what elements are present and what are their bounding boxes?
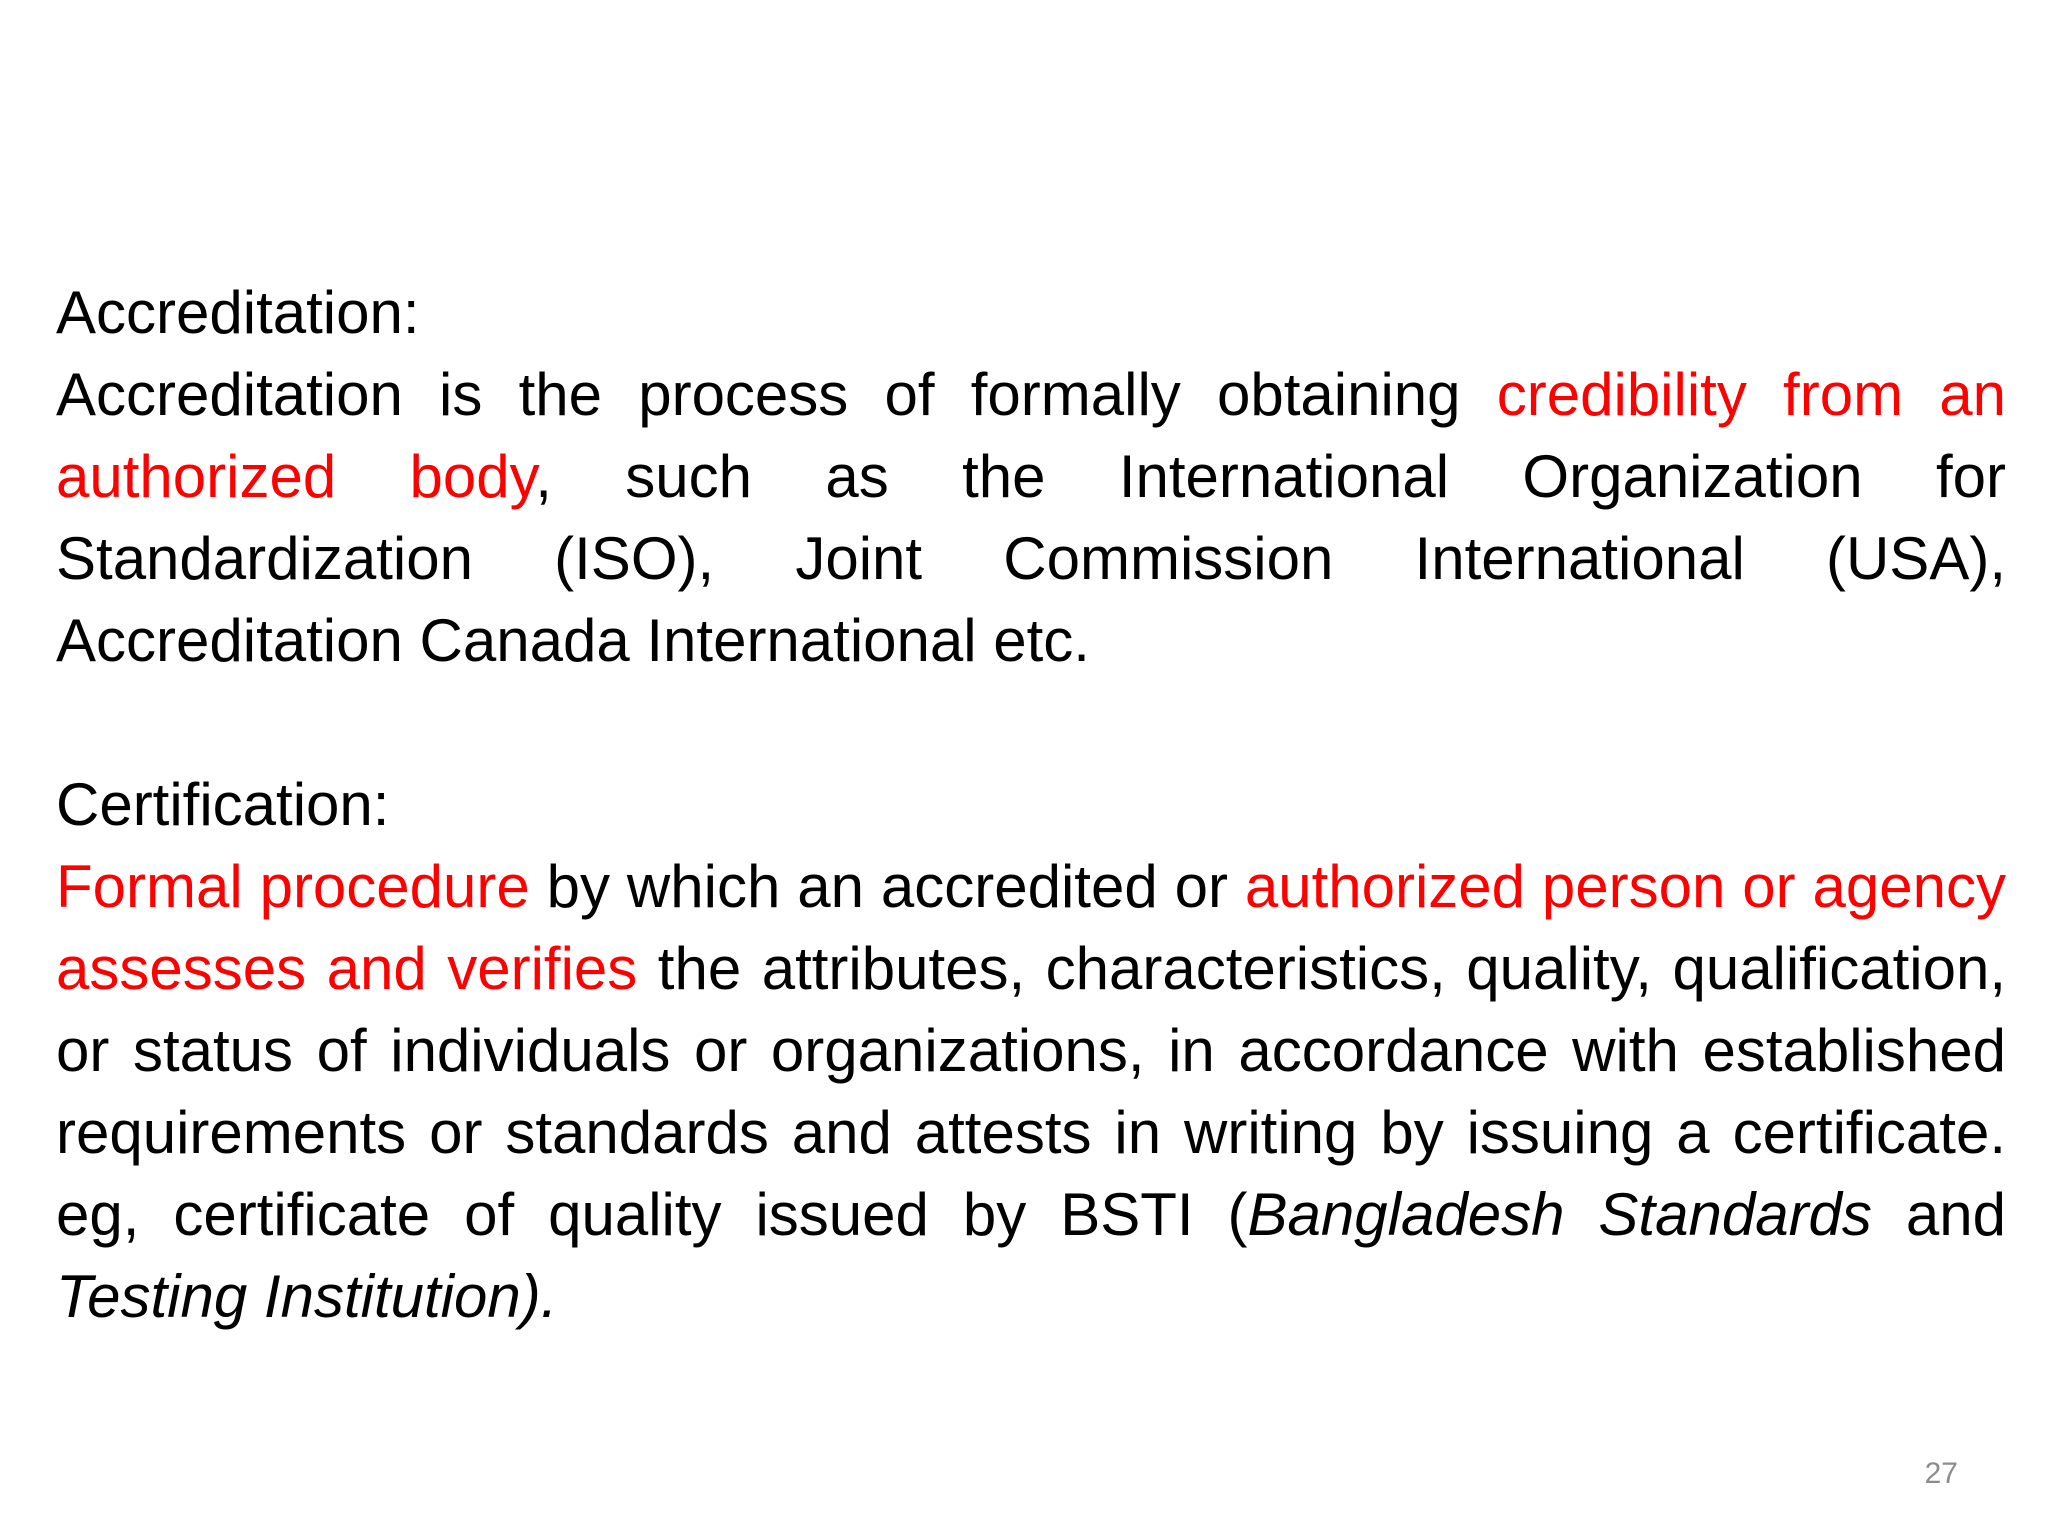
certification-highlight-1: Formal procedure <box>56 853 530 920</box>
accreditation-text-1: Accreditation is the process of formally obtaining <box>56 361 1497 428</box>
certification-italic-2: Testing Institution). <box>56 1263 558 1330</box>
certification-text-2: the attributes, characteristics, quality, qualification, or status of individuals or organizations, in accordance with established requirements or standards and attests in writing by issuing a certificate. eg, certificate of quality issued by BSTI ( <box>56 935 2006 1248</box>
certification-italic-1: Bangladesh Standards <box>1247 1181 1872 1248</box>
section-spacer <box>56 682 2006 764</box>
slide-content <box>56 272 2006 1338</box>
accreditation-definition <box>56 354 2006 682</box>
certification-heading: Certification: <box>56 771 390 838</box>
accreditation-text-2: , such as the International Organization for Standardization (ISO), Joint Commission International (USA), Accreditation Canada International etc. <box>56 443 2006 674</box>
certification-definition <box>56 846 2006 1338</box>
page-number: 27 <box>1924 1457 1958 1490</box>
certification-text-1: by which an accredited or <box>529 853 1245 920</box>
accreditation-heading: Accreditation: <box>56 279 420 346</box>
accreditation-highlight: credibility from an authorized body <box>56 361 2007 510</box>
certification-highlight-2: authorized person or agency assesses and verifies <box>56 853 2006 1002</box>
certification-text-3: and <box>1871 1181 2007 1248</box>
